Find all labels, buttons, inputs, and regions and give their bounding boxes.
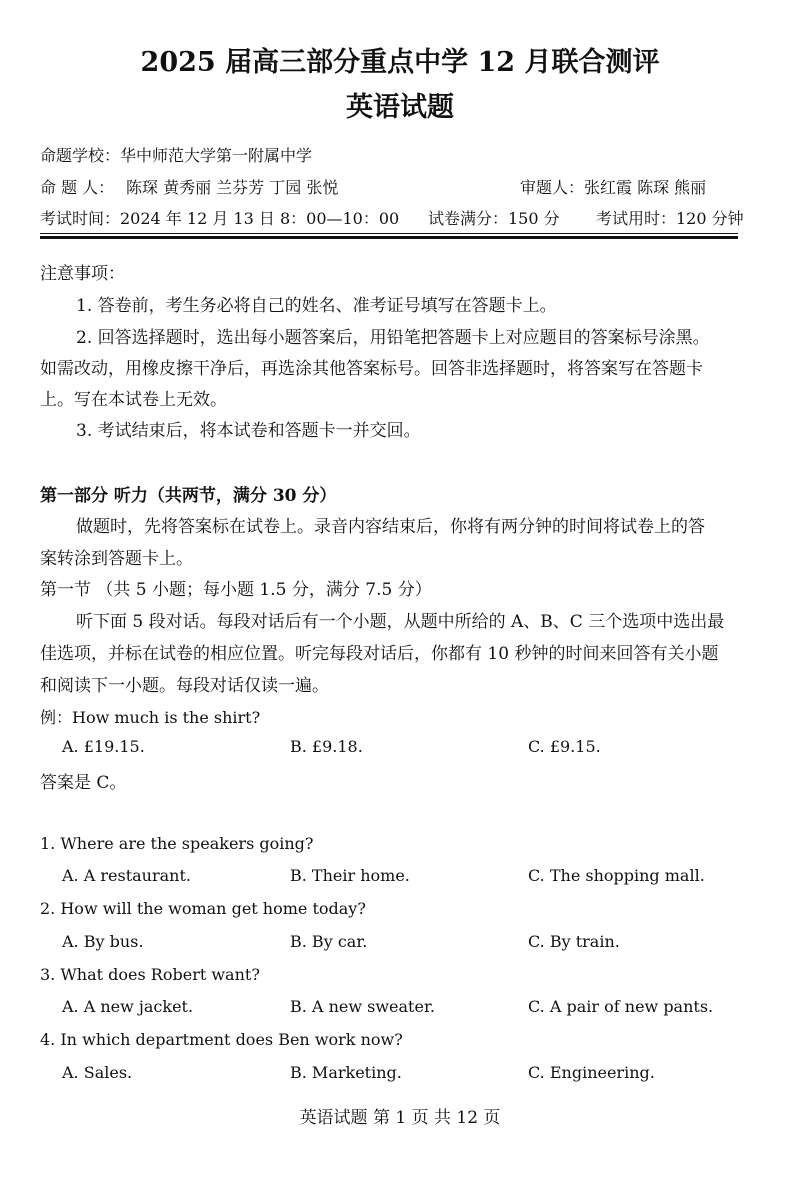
question-3: 3. What does Robert want? [40, 965, 260, 984]
question-1-option-c: C. The shopping mall. [528, 866, 705, 885]
exam-subtitle: 英语试题 [346, 92, 454, 123]
question-4-option-b: B. Marketing. [290, 1063, 402, 1082]
exam-duration: 考试用时：120 分钟 [596, 209, 744, 228]
question-4: 4. In which department does Ben work now? [40, 1030, 403, 1049]
example-option-b: B. £9.18. [290, 737, 363, 756]
question-3-option-a: A. A new jacket. [62, 997, 194, 1016]
example-option-c: C. £9.15. [528, 737, 601, 756]
question-1: 1. Where are the speakers going? [40, 834, 314, 853]
header-rule-thick [40, 236, 738, 239]
note-2-line-2: 如需改动，用橡皮擦干净后，再选涂其他答案标号。回答非选择题时，将答案写在答题卡 [40, 359, 703, 379]
question-4-option-a: A. Sales. [62, 1063, 133, 1082]
section1-line-2: 佳选项，并标在试卷的相应位置。听完每段对话后，你都有 10 秒钟的时间来回答有关小题 [40, 644, 719, 664]
authors-label: 命 题 人： [40, 178, 115, 197]
section1-heading: 第一节 （共 5 小题；每小题 1.5 分，满分 7.5 分） [40, 580, 432, 600]
header-rule-thin [40, 233, 738, 234]
question-2: 2. How will the woman get home today? [40, 899, 366, 918]
setting-school: 命题学校：华中师范大学第一附属中学 [40, 146, 313, 165]
exam-time: 考试时间：2024 年 12 月 13 日 8：00—10：00 [40, 209, 400, 228]
full-score: 试卷满分：150 分 [428, 209, 560, 228]
example-answer: 答案是 C。 [40, 773, 127, 793]
question-2-option-b: B. By car. [290, 932, 368, 951]
part1-intro-line-1: 做题时，先将答案标在试卷上。录音内容结束后，你将有两分钟的时间将试卷上的答 [76, 517, 705, 537]
note-3: 3. 考试结束后，将本试卷和答题卡一并交回。 [76, 421, 421, 441]
question-3-option-b: B. A new sweater. [290, 997, 435, 1016]
reviewers: 审题人：张红霞 陈琛 熊丽 [520, 178, 707, 197]
question-3-option-c: C. A pair of new pants. [528, 997, 714, 1016]
exam-title: 2025 届高三部分重点中学 12 月联合测评 [140, 47, 660, 78]
section1-line-3: 和阅读下一小题。每段对话仅读一遍。 [40, 676, 329, 696]
section1-line-1: 听下面 5 段对话。每段对话后有一个小题，从题中所给的 A、B、C 三个选项中选出最 [76, 612, 725, 632]
note-2-line-1: 2. 回答选择题时，选出每小题答案后，用铅笔把答题卡上对应题目的答案标号涂黑。 [76, 328, 710, 348]
part1-heading: 第一部分 听力（共两节，满分 30 分） [40, 486, 337, 506]
example-option-a: A. £19.15. [62, 737, 145, 756]
note-2-line-3: 上。写在本试卷上无效。 [40, 390, 227, 410]
question-2-option-c: C. By train. [528, 932, 620, 951]
question-1-option-b: B. Their home. [290, 866, 410, 885]
part1-intro-line-2: 案转涂到答题卡上。 [40, 549, 193, 569]
example-question: 例：How much is the shirt? [40, 708, 261, 727]
authors: 陈琛 黄秀丽 兰芬芳 丁园 张悦 [126, 178, 339, 197]
question-4-option-c: C. Engineering. [528, 1063, 655, 1082]
notes-heading: 注意事项： [40, 264, 125, 284]
question-2-option-a: A. By bus. [62, 932, 144, 951]
page-footer: 英语试题 第 1 页 共 12 页 [299, 1108, 501, 1128]
note-1: 1. 答卷前，考生务必将自己的姓名、准考证号填写在答题卡上。 [76, 296, 557, 316]
question-1-option-a: A. A restaurant. [62, 866, 191, 885]
